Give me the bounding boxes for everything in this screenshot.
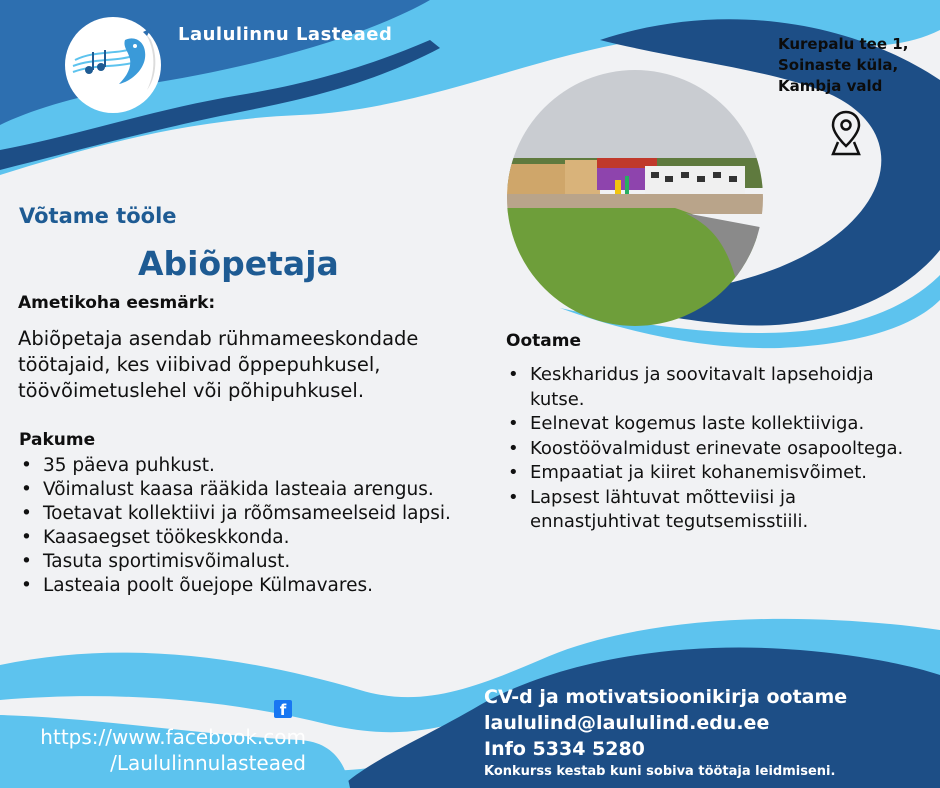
contact-phone[interactable]: Info 5334 5280: [484, 738, 645, 760]
purpose-heading: Ametikoha eesmärk:: [18, 293, 216, 313]
address-line: Soinaste küla,: [778, 56, 899, 74]
list-item: • 35 päeva puhkust.: [19, 454, 494, 478]
address-line: Kurepalu tee 1,: [778, 35, 909, 53]
list-item: • Koostöövalmidust erinevate osapooltega.: [506, 437, 931, 462]
hiring-headline: Võtame tööle: [19, 204, 177, 228]
contest-note: Konkurss kestab kuni sobiva töötaja leidmiseni.: [484, 764, 836, 779]
org-name: Laululinnu Lasteaed: [178, 24, 393, 45]
facebook-link[interactable]: [8, 724, 306, 776]
contact-email[interactable]: laululind@laululind.edu.ee: [484, 712, 770, 734]
job-title: Abiõpetaja: [138, 244, 339, 283]
location-pin-icon: [828, 108, 864, 158]
list-item: • Lasteaia poolt õuejope Külmavares.: [19, 574, 494, 598]
offer-list: [19, 454, 494, 598]
expect-list: [506, 363, 931, 535]
facebook-icon[interactable]: f: [274, 700, 292, 718]
list-item: • Kaasaegset töökeskkonda.: [19, 526, 494, 550]
offer-heading: Pakume: [19, 430, 96, 450]
purpose-text: Abiõpetaja asendab rühmameeskondade töötajaid, kes viibivad õppepuhkusel, töövõimetuslehel või põhipuhkusel.: [18, 327, 419, 402]
list-item: • Tasuta sportimisvõimalust.: [19, 550, 494, 574]
expect-heading: Ootame: [506, 331, 581, 351]
contact-line: CV-d ja motivatsioonikirja ootame: [484, 686, 848, 708]
list-item: • Võimalust kaasa rääkida lasteaia arengus.: [19, 478, 494, 502]
list-item: • Lapsest lähtuvat mõtteviisi ja ennastjuhtivat tegutsemisstiili.: [506, 486, 931, 535]
address: [778, 34, 938, 97]
list-item: • Eelnevat kogemus laste kollektiiviga.: [506, 412, 931, 437]
list-item: • Toetavat kollektiivi ja rõõmsameelseid lapsi.: [19, 502, 494, 526]
facebook-url-line1: https://www.facebook.com: [40, 725, 306, 749]
kindergarten-photo: [505, 68, 765, 328]
contact-block: [484, 684, 847, 762]
address-line: Kambja vald: [778, 77, 883, 95]
list-item: • Empaatiat ja kiiret kohanemisvõimet.: [506, 461, 931, 486]
list-item: • Keskharidus ja soovitavalt lapsehoidja kutse.: [506, 363, 931, 412]
logo-badge: [55, 10, 180, 125]
facebook-url-line2: /Laululinnulasteaed: [110, 751, 306, 775]
